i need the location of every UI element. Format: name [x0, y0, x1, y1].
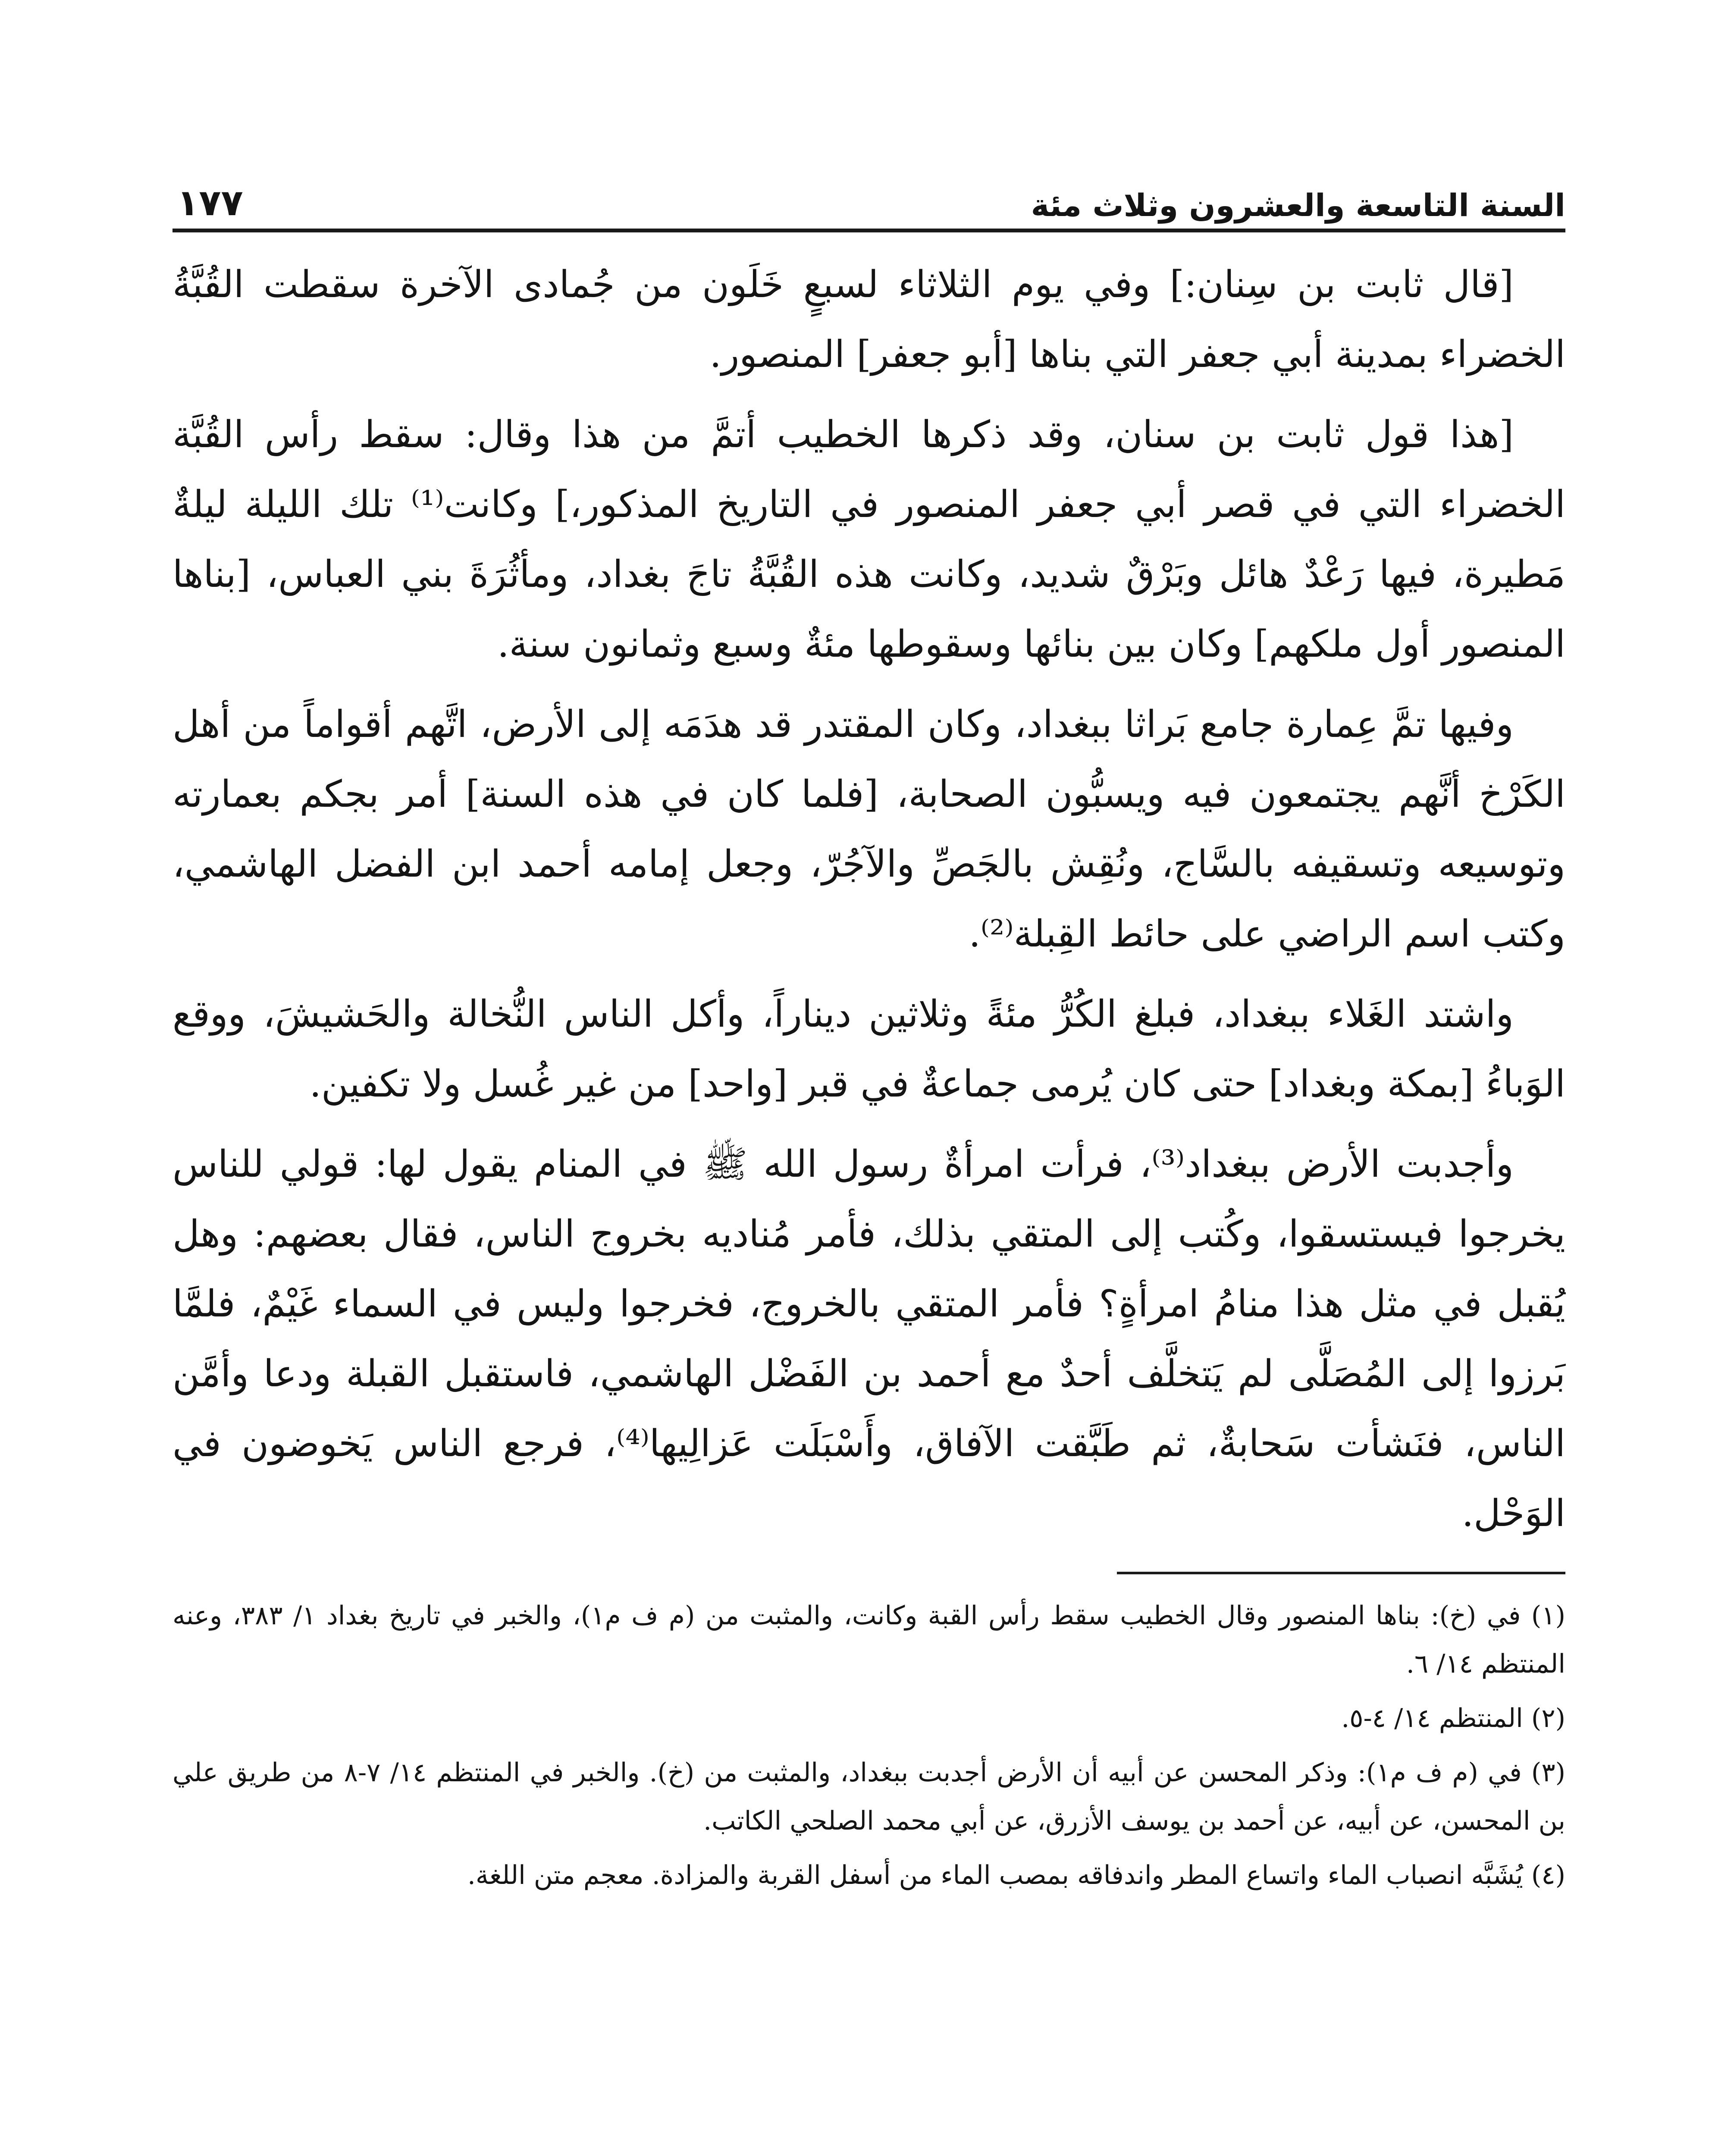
footnote: (٢) المنتظم ١٤/ ٤-٥.: [1341, 1703, 1565, 1733]
footnote: (٤) يُشَبَّه انصباب الماء واتساع المطر واندفاقه بمصب الماء من أسفل القربة والمزادة. معجم متن اللغة.: [467, 1860, 1565, 1890]
footnote-separator: [1117, 1572, 1565, 1574]
running-header: [172, 164, 1565, 232]
footnotes: [172, 1592, 1565, 1899]
footnote: (٣) في (م ف م١): وذكر المحسن عن أبيه أن الأرض أجدبت ببغداد، والمثبت من (خ). والخبر في المنتظم ١٤/ ٧-٨ من طريق علي بن المحسن، عن أبيه، عن أحمد بن يوسف الأزرق، عن أبي محمد الصلحي الكاتب.: [172, 1758, 1565, 1836]
page-number: ١٧٧: [177, 182, 243, 224]
paragraph: [هذا قول ثابت بن سنان، وقد ذكرها الخطيب أتمَّ من هذا وقال: سقط رأس القُبَّة الخضراء التي في قصر أبي جعفر المنصور في التاريخ المذكور،] وكانت⁽¹⁾ تلك الليلة ليلةٌ مَطيرة، فيها رَعْدٌ هائل وبَرْقٌ شديد، وكانت هذه القُبَّةُ تاجَ بغداد، ومأثُرَةَ بني العباس، [بناها المنصور أول ملكهم] وكان بين بنائها وسقوطها مئةٌ وسبع وثمانون سنة.: [172, 413, 1565, 666]
book-page: [172, 164, 1565, 2156]
main-text: [172, 250, 1565, 1548]
paragraph: وفيها تمَّ عِمارة جامع بَراثا ببغداد، وكان المقتدر قد هدَمَه إلى الأرض، اتَّهم أقواماً من أهل الكَرْخ أنَّهم يجتمعون فيه ويسبُّون الصحابة، [فلما كان في هذه السنة] أمر بجكم بعمارته وتوسيعه وتسقيفه بالسَّاج، ونُقِش بالجَصِّ والآجُرّ، وجعل إمامه أحمد ابن الفضل الهاشمي، وكتب اسم الراضي على حائط القِبلة⁽²⁾.: [172, 703, 1565, 956]
running-title: السنة التاسعة والعشرون وثلاث مئة: [1031, 187, 1565, 223]
paragraph: واشتد الغَلاء ببغداد، فبلغ الكُرُّ مئةً وثلاثين ديناراً، وأكل الناس النُّخالة والحَشيشَ، ووقع الوَباءُ [بمكة وبغداد] حتى كان يُرمى جماعةٌ في قبر [واحد] من غير غُسل ولا تكفين.: [172, 993, 1565, 1106]
paragraph: وأجدبت الأرض ببغداد⁽³⁾، فرأت امرأةٌ رسول الله ﷺ في المنام يقول لها: قولي للناس يخرجوا فيستسقوا، وكُتب إلى المتقي بذلك، فأمر مُناديه بخروج الناس، فقال بعضهم: وهل يُقبل في مثل هذا منامُ امرأةٍ؟ فأمر المتقي بالخروج، فخرجوا وليس في السماء غَيْمٌ، فلمَّا بَرزوا إلى المُصَلَّى لم يَتخلَّف أحدٌ مع أحمد بن الفَضْل الهاشمي، فاستقبل القبلة ودعا وأمَّن الناس، فنَشأت سَحابةٌ، ثم طَبَّقت الآفاق، وأَسْبَلَت عَزالِيها⁽⁴⁾، فرجع الناس يَخوضون في الوَحْل.: [172, 1143, 1565, 1535]
paragraph: [قال ثابت بن سِنان:] وفي يوم الثلاثاء لسبعٍ خَلَون من جُمادى الآخرة سقطت القُبَّةُ الخضراء بمدينة أبي جعفر التي بناها [أبو جعفر] المنصور.: [172, 263, 1565, 376]
footnote: (١) في (خ): بناها المنصور وقال الخطيب سقط رأس القبة وكانت، والمثبت من (م ف م١)، والخبر في تاريخ بغداد ١/ ٣٨٣، وعنه المنتظم ١٤/ ٦.: [172, 1601, 1565, 1679]
